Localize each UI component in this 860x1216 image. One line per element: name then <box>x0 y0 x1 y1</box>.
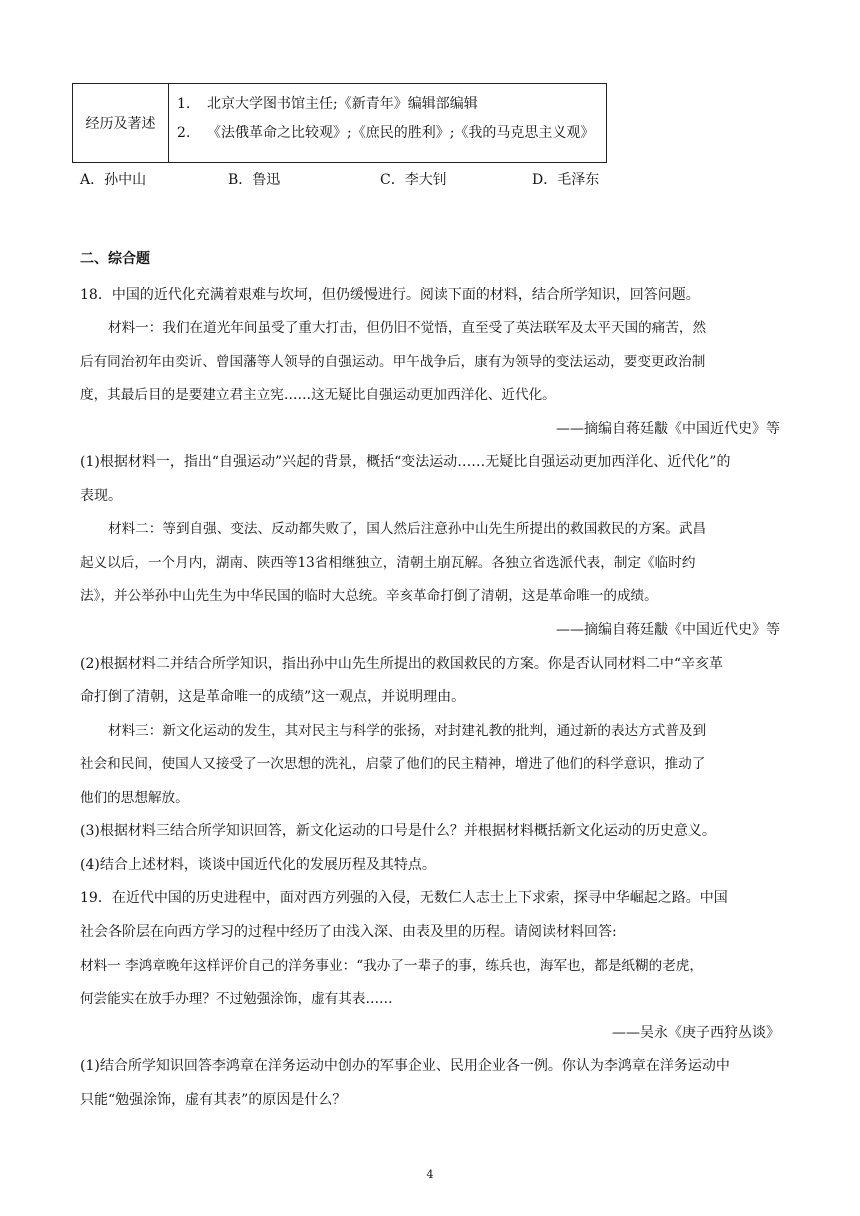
q19-question-1: 只能“勉强涂饰，虚有其表”的原因是什么？ <box>80 1092 347 1108</box>
q18-material-3-line: 材料三：新文化运动的发生，其对民主与科学的张扬，对封建礼教的批判，通过新的表达方式普及到 <box>108 723 707 739</box>
q18-question-1: 表现。 <box>80 488 122 504</box>
q19-stem: 社会各阶层在向西方学习的过程中经历了由浅入深、由表及里的历程。请阅读材料回答: <box>80 924 617 940</box>
q18-question-3: (3)根据材料三结合所学知识回答，新文化运动的口号是什么？并根据材料概括新文化运动的历史意义。 <box>80 823 716 839</box>
section-title: 二、综合题 <box>80 251 150 267</box>
info-table <box>72 83 607 163</box>
table-content <box>169 84 607 163</box>
q19-material-1-line: 材料一 李鸿章晚年这样评价自己的洋务事业：“我办了一辈子的事，练兵也，海军也，都是纸糊的老虎， <box>80 958 703 974</box>
q18-question-4: (4)结合上述材料，谈谈中国近代化的发展历程及其特点。 <box>80 857 436 873</box>
q18-material-1-line: 材料一：我们在道光年间虽受了重大打击，但仍旧不觉悟，直至受了英法联军及太平天国的痛苦，然 <box>108 320 707 336</box>
q18-source-2: ——摘编自蒋廷黻《中国近代史》等 <box>556 622 780 638</box>
q19-material-1-line: 何尝能实在放手办理？不过勉强涂饰，虚有其表…… <box>80 991 393 1007</box>
q18-stem: 18．中国的近代化充满着艰难与坎坷，但仍缓慢进行。阅读下面的材料，结合所学知识，回答问题。 <box>80 287 700 303</box>
page-number: 4 <box>426 1168 434 1181</box>
q19-question-1: (1)结合所学知识回答李鸿章在洋务运动中创办的军事企业、民用企业各一例。你认为李鸿章在洋务运动中 <box>80 1058 730 1074</box>
choice-d[interactable]: D．毛泽东 <box>532 172 600 188</box>
table-label: 经历及著述 <box>73 84 169 163</box>
q18-material-2-line: 材料二：等到自强、变法、反动都失败了，国人然后注意孙中山先生所提出的救国救民的方案。武昌 <box>108 521 707 537</box>
choice-c[interactable]: C．李大钊 <box>380 172 447 188</box>
q18-question-1: (1)根据材料一，指出“自强运动”兴起的背景，概括“变法运动……无疑比自强运动更加西洋化、近代化”的 <box>80 454 731 470</box>
table-row: 2. 《法俄革命之比较观》;《庶民的胜利》;《我的马克思主义观》 <box>177 125 595 141</box>
q19-stem: 19．在近代中国的历史进程中，面对西方列强的入侵，无数仁人志士上下求索，探寻中华崛起之路。中国 <box>80 890 728 906</box>
q18-question-2: 命打倒了清朝，这是革命唯一的成绩”这一观点，并说明理由。 <box>80 689 466 705</box>
q19-source-1: ——吴永《庚子西狩丛谈》 <box>612 1025 780 1041</box>
choice-a[interactable]: A．孙中山 <box>80 172 147 188</box>
q18-source-1: ——摘编自蒋廷黻《中国近代史》等 <box>556 421 780 437</box>
choice-b[interactable]: B．鲁迅 <box>228 172 281 188</box>
q18-material-2-line: 起义以后，一个月内，湖南、陕西等13省相继独立，清朝土崩瓦解。各独立省选派代表，制定《临时约 <box>80 555 696 571</box>
q18-material-1-line: 后有同治初年由奕䜣、曾国藩等人领导的自强运动。甲午战争后，康有为领导的变法运动，要变更政治制 <box>80 354 706 370</box>
q18-material-1-line: 度，其最后目的是要建立君主立宪……这无疑比自强运动更加西洋化、近代化。 <box>80 387 556 403</box>
q18-material-3-line: 他们的思想解放。 <box>80 790 189 806</box>
q18-material-2-line: 法》，并公举孙中山先生为中华民国的临时大总统。辛亥革命打倒了清朝，这是革命唯一的成绩。 <box>80 588 658 604</box>
q18-question-2: (2)根据材料二并结合所学知识，指出孙中山先生所提出的救国救民的方案。你是否认同材料二中“辛亥革 <box>80 656 723 672</box>
table-row: 1. 北京大学图书馆主任;《新青年》编辑部编辑 <box>177 96 478 112</box>
q18-material-3-line: 社会和民间，使国人又接受了一次思想的洗礼，启蒙了他们的民主精神，增进了他们的科学意识，推动了 <box>80 756 706 772</box>
